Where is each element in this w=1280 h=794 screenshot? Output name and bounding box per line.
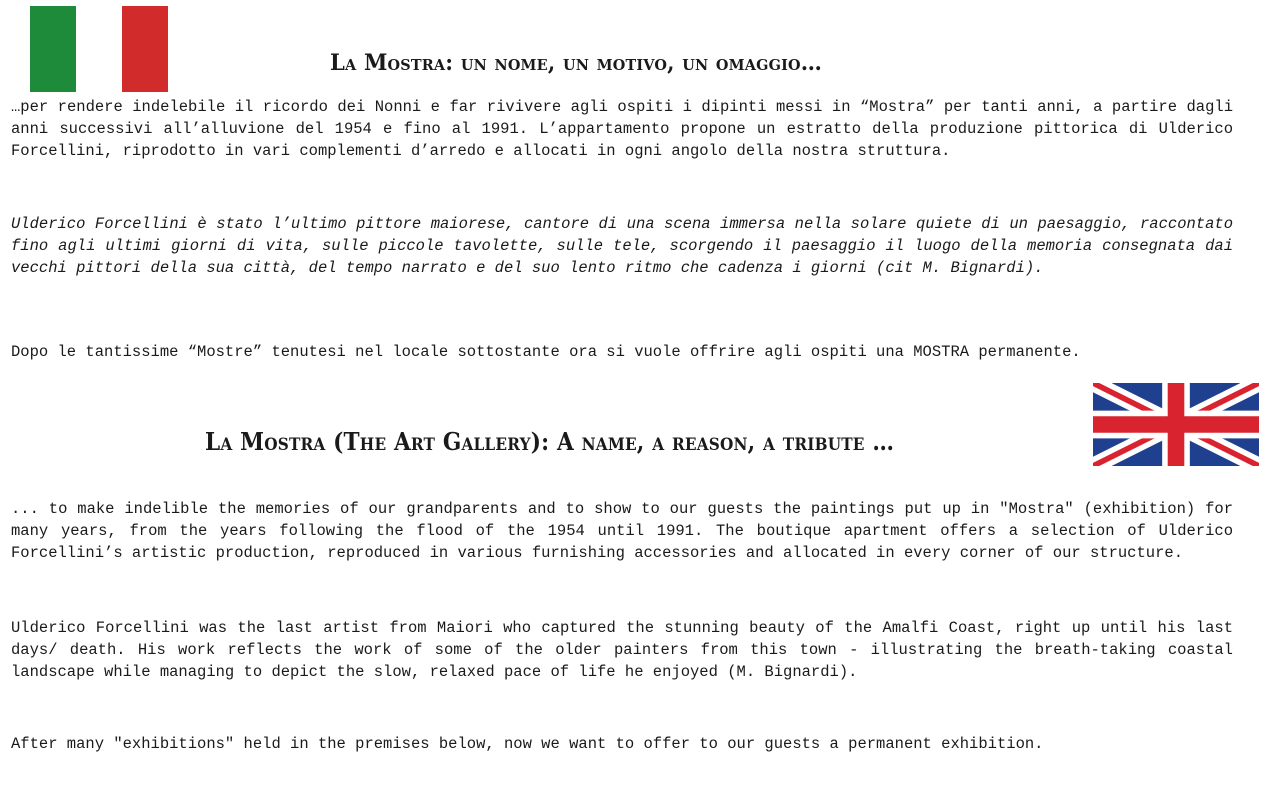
italian-paragraph-artist: Ulderico Forcellini è stato l’ultimo pittore maiorese, cantore di una scena immersa nella solare quiete di un paesaggio, raccontato fino agli ultimi giorni di vita, sulle piccole tavolette, sulle tele, scorgendo il paesaggio il luogo della memoria consegnata dai vecchi pittori della sua città, del tempo narrato e del suo lento ritmo che cadenza i giorni (cit M. Bignardi).	[11, 215, 1233, 277]
italian-paragraph-exhibition: Dopo le tantissime “Mostre” tenutesi nel locale sottostante ora si vuole offrire agli ospiti una MOSTRA permanente.	[11, 343, 1081, 361]
flag-band-red	[122, 6, 168, 92]
english-paragraph-artist: Ulderico Forcellini was the last artist from Maiori who captured the stunning beauty of the Amalfi Coast, right up until his last days/ death. His work reflects the work of some of the older painters from this town - illustrating the breath-taking coastal landscape while managing to depict the slow, relaxed pace of life he enjoyed (M. Bignardi).	[11, 619, 1233, 681]
italian-flag-icon	[30, 6, 168, 92]
uk-flag-icon	[1093, 383, 1259, 466]
italian-heading: La Mostra: un nome, un motivo, un omaggio…	[330, 50, 823, 76]
italian-paragraph-intro: …per rendere indelebile il ricordo dei Nonni e far rivivere agli ospiti i dipinti messi in “Mostra” per tanti anni, a partire dagli anni successivi all’alluvione del 1954 e fino al 1991. L’appartamento propone un estratto della produzione pittorica di Ulderico Forcellini, riprodotto in vari complementi d’arredo e allocati in ogni angolo della nostra struttura.	[11, 98, 1233, 160]
english-heading: La Mostra (The Art Gallery): A name, a reason, a tribute …	[205, 427, 895, 456]
english-paragraph-exhibition: After many "exhibitions" held in the premises below, now we want to offer to our guests a permanent exhibition.	[11, 735, 1044, 753]
flag-band-green	[30, 6, 76, 92]
flag-band-white	[76, 6, 122, 92]
english-paragraph-intro: ... to make indelible the memories of our grandparents and to show to our guests the paintings put up in "Mostra" (exhibition) for many years, from the years following the flood of the 1954 until 1991. The boutique apartment offers a selection of Ulderico Forcellini’s artistic production, reproduced in various furnishing accessories and allocated in every corner of our structure.	[11, 500, 1233, 562]
